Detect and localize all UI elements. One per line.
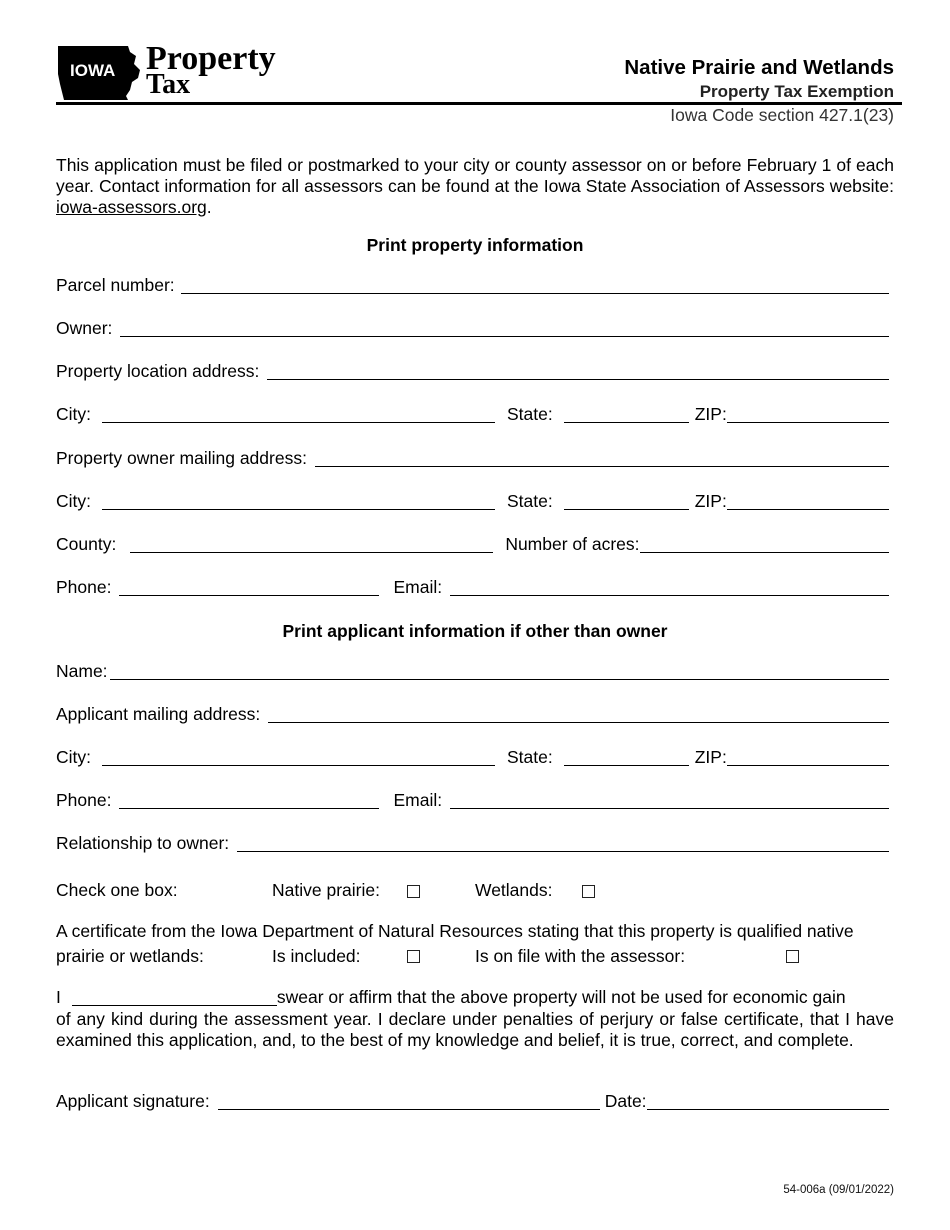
check-one-label: Check one box: (56, 880, 178, 900)
county-field[interactable] (130, 536, 493, 553)
native-prairie-checkbox[interactable] (407, 885, 420, 898)
property-phone-row (56, 576, 889, 598)
on-file-label: Is on file with the assessor: (475, 946, 686, 966)
certificate-line2: prairie or wetlands: (56, 946, 204, 966)
intro-text: This application must be filed or postmarked to your city or county assessor on or before February 1 of each year. Contact information for all assessors can be found at the Iowa State Association of Assessors website: (56, 155, 894, 196)
applicant-name-row (56, 660, 889, 682)
form-subtitle: Property Tax Exemption (699, 82, 894, 101)
phone-label: Phone: (56, 577, 112, 597)
affirmation-paragraph: of any kind during the assessment year. I declare under penalties of perjury or false certificate, that I have examined this application, and, to the best of my knowledge and belief, it is true, correct, and complete. (56, 1009, 894, 1050)
owner-mailing-row (56, 447, 889, 469)
relationship-field[interactable] (237, 835, 889, 852)
applicant-signature-field[interactable] (218, 1093, 600, 1110)
city-label: City: (56, 747, 91, 767)
property-email-field[interactable] (450, 579, 889, 596)
property-city-row (56, 403, 889, 425)
property-section-heading: Print property information (366, 235, 584, 255)
is-included-checkbox[interactable] (407, 950, 420, 963)
is-included-label: Is included: (272, 946, 361, 966)
parcel-label: Parcel number: (56, 275, 175, 295)
code-section: Iowa Code section 427.1(23) (670, 105, 894, 125)
applicant-city-field[interactable] (102, 749, 495, 766)
zip-label: ZIP: (694, 747, 727, 767)
owner-label: Owner: (56, 318, 113, 338)
on-file-checkbox[interactable] (786, 950, 799, 963)
applicant-state-field[interactable] (564, 749, 689, 766)
applicant-city-row (56, 746, 889, 768)
owner-row (56, 317, 889, 339)
property-phone-field[interactable] (119, 579, 379, 596)
logo-word-property: Property (146, 40, 276, 77)
applicant-phone-field[interactable] (119, 792, 379, 809)
certificate-text: A certificate from the Iowa Department of Natural Resources stating that this property is qualified native (56, 921, 854, 941)
email-label: Email: (393, 790, 443, 810)
phone-label: Phone: (56, 790, 112, 810)
city-label: City: (56, 404, 91, 424)
logo-word-tax: Tax (146, 69, 191, 100)
date-field[interactable] (647, 1093, 889, 1110)
name-label: Name: (56, 661, 108, 681)
wetlands-checkbox[interactable] (582, 885, 595, 898)
city-label: City: (56, 491, 91, 511)
affirmation-line1-text: swear or affirm that the above property will not be used for economic gain (276, 987, 846, 1007)
affirmation-first-line (56, 986, 894, 1008)
email-label: Email: (393, 577, 443, 597)
owner-zip-field[interactable] (727, 493, 889, 510)
zip-label: ZIP: (694, 404, 727, 424)
iowa-property-tax-logo (56, 40, 276, 102)
applicant-section-heading: Print applicant information if other than owner (282, 621, 668, 641)
location-label: Property location address: (56, 361, 260, 381)
county-label: County: (56, 534, 117, 554)
date-label: Date: (604, 1091, 647, 1111)
county-row (56, 533, 889, 555)
owner-mailing-label: Property owner mailing address: (56, 448, 307, 468)
applicant-name-field[interactable] (110, 663, 889, 680)
parcel-number-field[interactable] (181, 277, 889, 294)
signature-label: Applicant signature: (56, 1091, 210, 1111)
signature-row (56, 1090, 889, 1112)
applicant-zip-field[interactable] (727, 749, 889, 766)
applicant-phone-row (56, 789, 889, 811)
zip-label: ZIP: (694, 491, 727, 511)
property-city-field[interactable] (102, 406, 495, 423)
owner-city-field[interactable] (102, 493, 495, 510)
native-prairie-label: Native prairie: (272, 880, 380, 900)
state-label: State: (507, 747, 553, 767)
owner-state-field[interactable] (564, 493, 689, 510)
state-label: State: (507, 491, 553, 511)
relationship-label: Relationship to owner: (56, 833, 230, 853)
intro-paragraph (56, 155, 894, 218)
property-state-field[interactable] (564, 406, 689, 423)
relationship-row (56, 832, 889, 854)
location-row (56, 360, 889, 382)
affirmation-i: I (56, 987, 61, 1007)
owner-field[interactable] (120, 320, 889, 337)
logo-state-text: IOWA (70, 61, 116, 80)
state-label: State: (507, 404, 553, 424)
parcel-row (56, 274, 889, 296)
applicant-email-field[interactable] (450, 792, 889, 809)
wetlands-label: Wetlands: (475, 880, 553, 900)
applicant-mailing-field[interactable] (268, 706, 889, 723)
intro-period: . (206, 197, 212, 217)
form-title: Native Prairie and Wetlands (624, 56, 894, 79)
applicant-mailing-label: Applicant mailing address: (56, 704, 261, 724)
owner-mailing-field[interactable] (315, 450, 889, 467)
form-number: 54-006a (09/01/2022) (783, 1184, 894, 1196)
acres-field[interactable] (640, 536, 889, 553)
owner-city-row (56, 490, 889, 512)
property-location-field[interactable] (267, 363, 889, 380)
applicant-mailing-row (56, 703, 889, 725)
affirmant-name-field[interactable] (72, 989, 277, 1006)
property-zip-field[interactable] (727, 406, 889, 423)
assessors-website-link[interactable]: iowa-assessors.org (56, 197, 207, 217)
acres-label: Number of acres: (505, 534, 640, 554)
